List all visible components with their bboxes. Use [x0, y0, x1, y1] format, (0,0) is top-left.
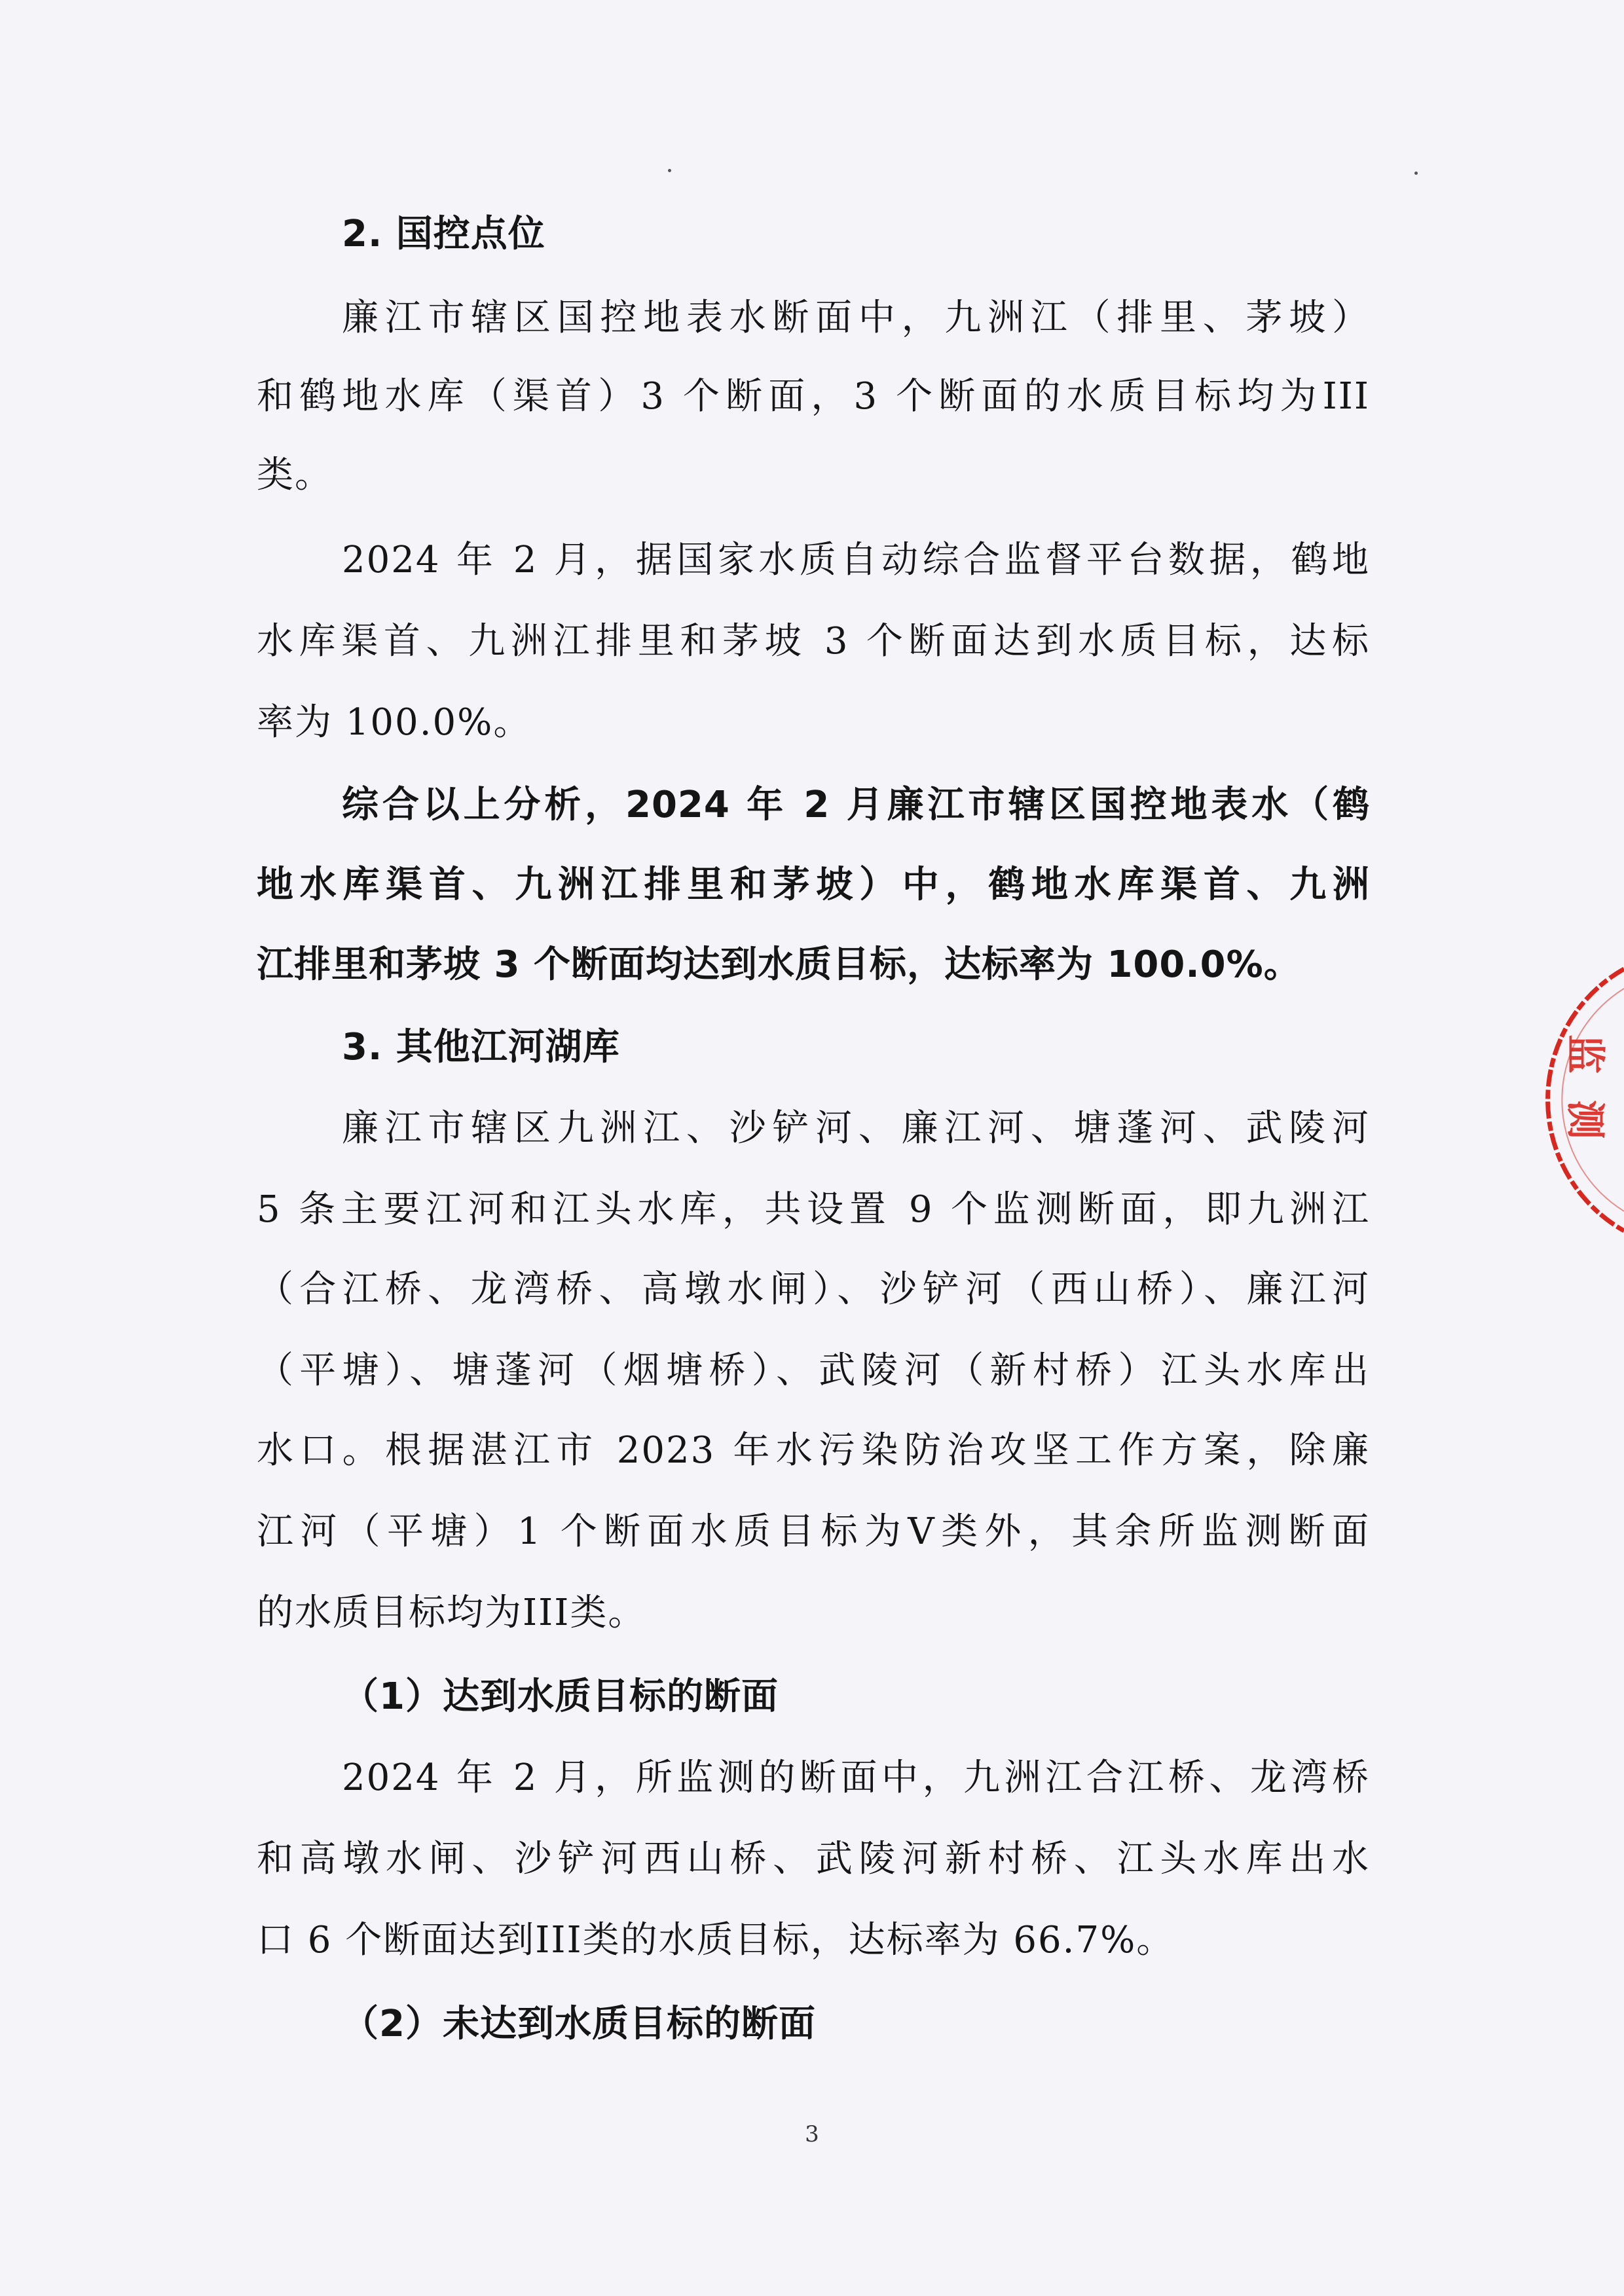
scan-speck [668, 169, 671, 172]
paragraph-line: 江河（平塘）1 个断面水质目标为Ⅴ类外，其余所监测断面 [257, 1510, 1370, 1553]
paragraph-line: （合江桥、龙湾桥、高墩水闸）、沙铲河（西山桥）、廉江河 [257, 1268, 1370, 1311]
section-heading-other-rivers: 3. 其他江河湖库 [342, 1026, 620, 1068]
paragraph-line: 廉江市辖区国控地表水断面中，九洲江（排里、茅坡） [342, 297, 1370, 339]
paragraph-line: 的水质目标均为III类。 [257, 1592, 646, 1634]
paragraph-line: 和鹤地水库（渠首）3 个断面，3 个断面的水质目标均为III [257, 375, 1370, 418]
subheading-met-targets: （1）达到水质目标的断面 [342, 1675, 779, 1718]
scan-speck [1414, 172, 1418, 175]
summary-line: 地水库渠首、九洲江排里和茅坡）中，鹤地水库渠首、九洲 [257, 864, 1370, 906]
paragraph-line: 廉江市辖区九洲江、沙铲河、廉江河、塘蓬河、武陵河 [342, 1107, 1370, 1150]
subheading-unmet-targets: （2）未达到水质目标的断面 [342, 2003, 816, 2045]
paragraph-line: 水口。根据湛江市 2023 年水污染防治攻坚工作方案，除廉 [257, 1429, 1370, 1472]
paragraph-line: 2024 年 2 月，所监测的断面中，九洲江合江桥、龙湾桥 [342, 1757, 1370, 1799]
paragraph-line: 类。 [257, 454, 333, 496]
summary-line: 综合以上分析，2024 年 2 月廉江市辖区国控地表水（鹤 [342, 784, 1370, 826]
paragraph-line: （平塘）、塘蓬河（烟塘桥）、武陵河（新村桥）江头水库出 [257, 1349, 1370, 1392]
svg-text:监测: 监测 [1562, 1034, 1608, 1165]
paragraph-line: 水库渠首、九洲江排里和茅坡 3 个断面达到水质目标，达标 [257, 620, 1370, 663]
paragraph-line: 2024 年 2 月，据国家水质自动综合监督平台数据，鹤地 [342, 539, 1370, 581]
paragraph-line: 和高墩水闸、沙铲河西山桥、武陵河新村桥、江头水库出水 [257, 1838, 1370, 1880]
summary-line: 江排里和茅坡 3 个断面均达到水质目标，达标率为 100.0%。 [257, 943, 1301, 986]
paragraph-line: 5 条主要江河和江头水库，共设置 9 个监测断面，即九洲江 [257, 1188, 1370, 1231]
page-number: 3 [805, 2121, 819, 2147]
section-heading-national-points: 2. 国控点位 [342, 213, 545, 255]
paragraph-line: 率为 100.0%。 [257, 701, 532, 744]
paragraph-line: 口 6 个断面达到III类的水质目标，达标率为 66.7%。 [257, 1919, 1175, 1961]
red-seal-stamp [1526, 962, 1624, 1237]
